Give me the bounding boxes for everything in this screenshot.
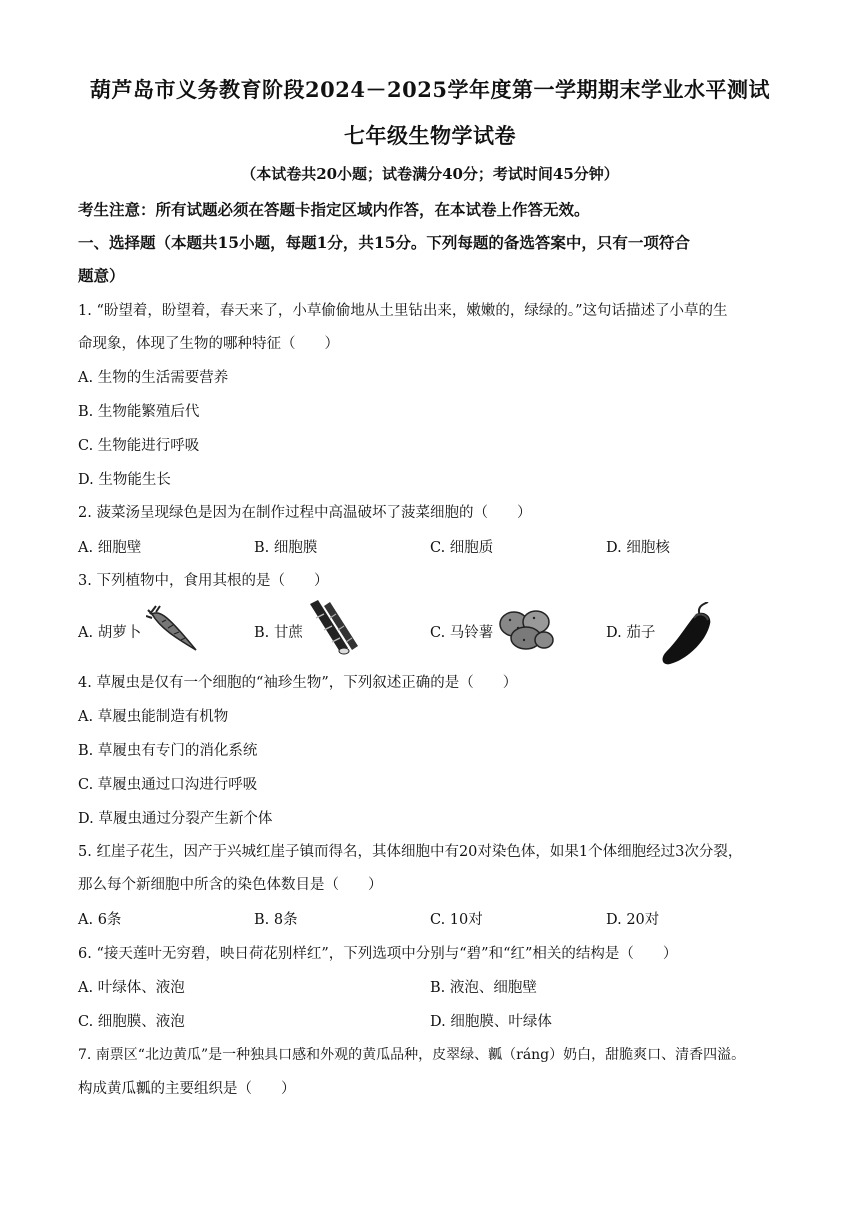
exam-subtitle: 七年级生物学试卷 <box>344 123 516 148</box>
potato-image <box>498 606 554 652</box>
question-5-option-c: C. 10对 <box>430 912 483 928</box>
question-3-option-c: C. 马铃薯 <box>430 625 494 641</box>
question-4-option-a: A. 草履虫能制造有机物 <box>78 709 229 725</box>
question-1-option-d: D. 生物能生长 <box>78 472 171 488</box>
question-5-option-a: A. 6条 <box>78 912 122 928</box>
question-5-option-d: D. 20对 <box>606 912 660 928</box>
question-6-option-c: C. 细胞膜、液泡 <box>78 1014 185 1030</box>
question-3-stem: 3. 下列植物中，食用其根的是（ ） <box>78 573 329 589</box>
question-1-option-b: B. 生物能繁殖后代 <box>78 404 200 420</box>
question-7-stem-cont: 构成黄瓜瓤的主要组织是（ ） <box>78 1081 296 1097</box>
question-4-option-b: B. 草履虫有专门的消化系统 <box>78 743 258 759</box>
question-5-stem-cont: 那么每个新细胞中所含的染色体数目是（ ） <box>78 877 383 893</box>
question-2-option-d: D. 细胞核 <box>606 540 670 556</box>
question-1-stem-cont: 命现象，体现了生物的哪种特征（ ） <box>78 336 339 352</box>
question-4-stem: 4. 草履虫是仅有一个细胞的“袖珍生物”，下列叙述正确的是（ ） <box>78 675 518 691</box>
question-6-option-d: D. 细胞膜、叶绿体 <box>430 1014 552 1030</box>
exam-info: （本试卷共20小题；试卷满分40分；考试时间45分钟） <box>241 165 619 183</box>
question-6-stem: 6. “接天莲叶无穷碧，映日荷花别样红”，下列选项中分别与“碧”和“红”相关的结构是（ ） <box>78 946 678 962</box>
question-6-option-a: A. 叶绿体、液泡 <box>78 980 185 996</box>
question-6-option-b: B. 液泡、细胞壁 <box>430 980 537 996</box>
question-3-option-b: B. 甘蔗 <box>254 625 303 641</box>
question-3-option-d: D. 茄子 <box>606 625 656 641</box>
question-2-stem: 2. 菠菜汤呈现绿色是因为在制作过程中高温破坏了菠菜细胞的（ ） <box>78 505 532 521</box>
candidate-notice: 考生注意：所有试题必须在答题卡指定区域内作答，在本试卷上作答无效。 <box>78 200 590 219</box>
sugarcane-image <box>306 600 358 656</box>
question-1-option-c: C. 生物能进行呼吸 <box>78 438 200 454</box>
question-5-stem: 5. 红崖子花生，因产于兴城红崖子镇而得名，其体细胞中有20对染色体，如果1个体细胞经过3次分裂， <box>78 844 743 860</box>
exam-title: 葫芦岛市义务教育阶段2024－2025学年度第一学期期末学业水平测试 <box>90 77 770 102</box>
carrot-image <box>146 604 198 652</box>
eggplant-image <box>660 602 716 666</box>
question-2-option-a: A. 细胞壁 <box>78 540 142 556</box>
section-heading-cont: 题意） <box>78 266 125 285</box>
question-2-option-b: B. 细胞膜 <box>254 540 318 556</box>
question-7-stem: 7. 南票区“北边黄瓜”是一种独具口感和外观的黄瓜品种，皮翠绿、瓤（ráng）奶白，甜脆爽口、清香四溢。 <box>78 1047 746 1063</box>
question-3-option-a: A. 胡萝卜 <box>78 625 142 641</box>
question-2-option-c: C. 细胞质 <box>430 540 494 556</box>
question-1-option-a: A. 生物的生活需要营养 <box>78 370 229 386</box>
section-heading: 一、选择题（本题共15小题，每题1分，共15分。下列每题的备选答案中，只有一项符合 <box>78 233 690 252</box>
question-5-option-b: B. 8条 <box>254 912 298 928</box>
question-4-option-c: C. 草履虫通过口沟进行呼吸 <box>78 777 258 793</box>
question-4-option-d: D. 草履虫通过分裂产生新个体 <box>78 811 273 827</box>
question-1-stem: 1. “盼望着，盼望着，春天来了，小草偷偷地从土里钻出来，嫩嫩的，绿绿的。”这句话描述了小草的生 <box>78 303 728 319</box>
